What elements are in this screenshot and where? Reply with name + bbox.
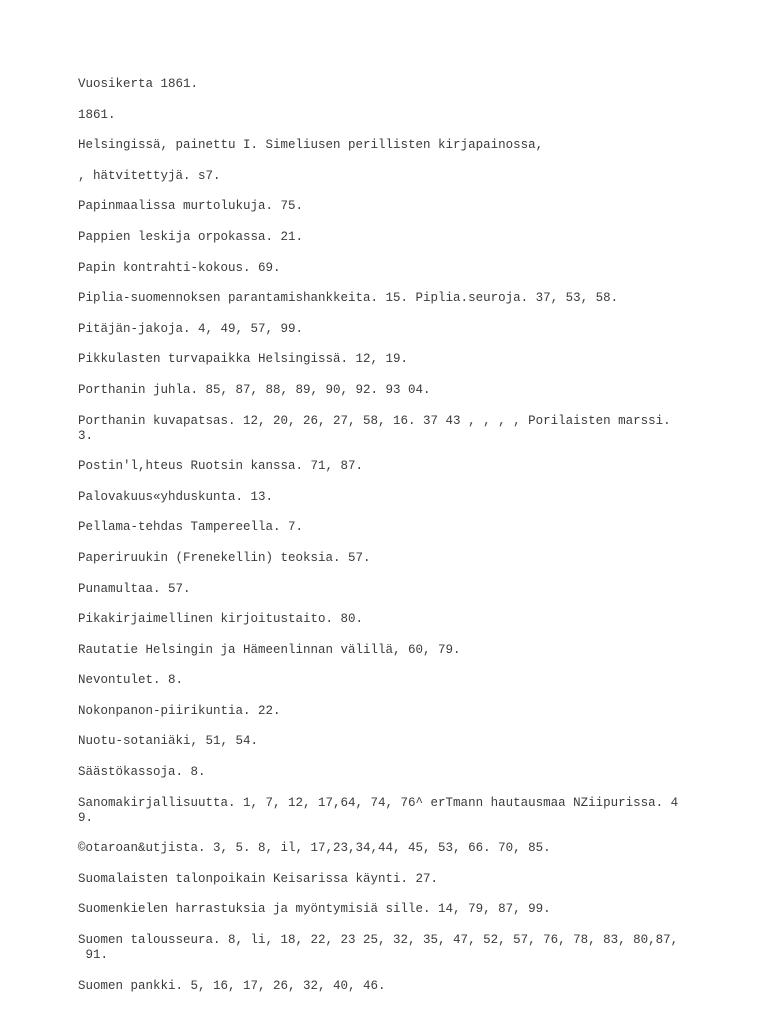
index-line: Rautatie Helsingin ja Hämeenlinnan välillä, 60, 79. bbox=[78, 642, 461, 657]
document-page bbox=[78, 77, 708, 1009]
index-line: Punamultaa. 57. bbox=[78, 581, 191, 596]
index-line: ©otaroan&utjista. 3, 5. 8, il, 17,23,34,44, 45, 53, 66. 70, 85. bbox=[78, 841, 551, 856]
index-line: Papin kontrahti-kokous. 69. bbox=[78, 260, 281, 275]
index-line: Suomenkielen harrastuksia ja myöntymisiä sille. 14, 79, 87, 99. bbox=[78, 902, 551, 917]
index-line: Postin'l,hteus Ruotsin kanssa. 71, 87. bbox=[78, 459, 364, 474]
index-line: Nuotu-sotaniäki, 51, 54. bbox=[78, 734, 259, 749]
index-line-heading: Vuosikerta 1861. bbox=[78, 77, 199, 91]
index-line: Porthanin juhla. 85, 87, 88, 89, 90, 92. 93 04. bbox=[78, 382, 431, 397]
index-line: Paperiruukin (Frenekellin) teoksia. 57. bbox=[78, 550, 371, 565]
index-line: Suomen talousseura. 8, li, 18, 22, 23 25, 32, 35, 47, 52, 57, 76, 78, 83, 80,87, 91. bbox=[78, 933, 679, 963]
index-line: , hätvitettyjä. s7. bbox=[78, 168, 221, 183]
index-line: Palovakuus«yhduskunta. 13. bbox=[78, 489, 274, 504]
index-line: Piplia-suomennoksen parantamishankkeita. 15. Piplia.seuroja. 37, 53, 58. bbox=[78, 291, 619, 306]
index-line-year: 1861. bbox=[78, 107, 116, 122]
index-line: Suomen pankki. 5, 16, 17, 26, 32, 40, 46. bbox=[78, 978, 386, 993]
index-line: Suomalaisten talonpoikain Keisarissa käynti. 27. bbox=[78, 871, 439, 886]
index-line: Porthanin kuvapatsas. 12, 20, 26, 27, 58, 16. 37 43 , , , , Porilaisten marssi. 3. bbox=[78, 413, 671, 443]
index-line: Pellama-tehdas Tampereella. 7. bbox=[78, 520, 304, 535]
index-line: Pikakirjaimellinen kirjoitustaito. 80. bbox=[78, 612, 364, 627]
index-line: Pitäjän-jakoja. 4, 49, 57, 99. bbox=[78, 321, 304, 336]
index-line: Sanomakirjallisuutta. 1, 7, 12, 17,64, 74, 76^ erTmann hautausmaa NZiipurissa. 4 9. bbox=[78, 795, 679, 825]
index-line: Pappien leskija orpokassa. 21. bbox=[78, 229, 304, 244]
index-line: Nokonpanon-piirikuntia. 22. bbox=[78, 703, 281, 718]
index-line-imprint: Helsingissä, painettu I. Simeliusen perillisten kirjapainossa, bbox=[78, 138, 544, 153]
index-line: Säästökassoja. 8. bbox=[78, 765, 206, 780]
index-line: Papinmaalissa murtolukuja. 75. bbox=[78, 199, 304, 214]
index-line: Pikkulasten turvapaikka Helsingissä. 12, 19. bbox=[78, 352, 409, 367]
index-line: Nevontulet. 8. bbox=[78, 673, 184, 688]
